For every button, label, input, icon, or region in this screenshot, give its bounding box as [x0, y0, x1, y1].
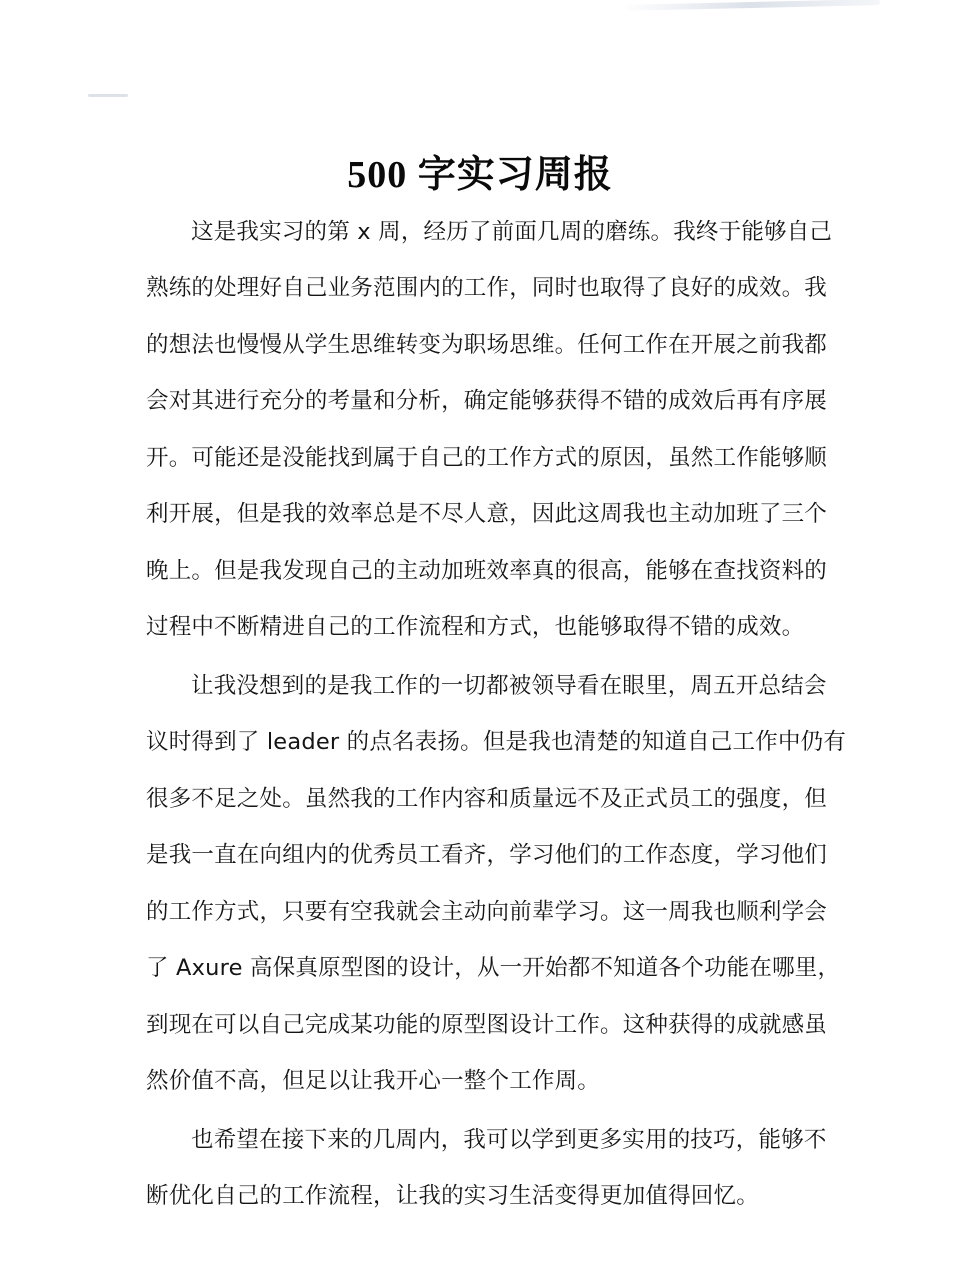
document-title: 500 字实习周报: [347, 154, 613, 196]
paragraph-line: 利开展，但是我的效率总是不尽人意，因此这周我也主动加班了三个: [146, 501, 828, 527]
paragraph-line: 这是我实习的第 x 周，经历了前面几周的磨练。我终于能够自己: [191, 219, 833, 245]
paragraph-line: 断优化自己的工作流程，让我的实习生活变得更加值得回忆。: [146, 1183, 759, 1209]
paragraph-line: 也希望在接下来的几周内，我可以学到更多实用的技巧，能够不: [191, 1127, 827, 1153]
paragraph-line: 会对其进行充分的考量和分析，确定能够获得不错的成效后再有序展: [146, 388, 828, 414]
paragraph-line: 是我一直在向组内的优秀员工看齐，学习他们的工作态度，学习他们: [146, 842, 828, 868]
paragraph-line: 熟练的处理好自己业务范围内的工作，同时也取得了良好的成效。我: [146, 275, 828, 301]
paragraph-line: 的工作方式，只要有空我就会主动向前辈学习。这一周我也顺利学会: [146, 899, 828, 925]
paragraph-line: 开。可能还是没能找到属于自己的工作方式的原因，虽然工作能够顺: [146, 445, 828, 471]
paragraph-line: 晚上。但是我发现自己的主动加班效率真的很高，能够在查找资料的: [146, 558, 828, 584]
paragraph-line: 议时得到了 leader 的点名表扬。但是我也清楚的知道自己工作中仍有: [146, 729, 847, 755]
paragraph-line: 的想法也慢慢从学生思维转变为职场思维。任何工作在开展之前我都: [146, 332, 828, 358]
paragraph-line: 了 Axure 高保真原型图的设计，从一开始都不知道各个功能在哪里，: [146, 955, 841, 981]
scan-artifact-top: [620, 0, 880, 11]
paragraph-line: 让我没想到的是我工作的一切都被领导看在眼里，周五开总结会: [191, 673, 827, 699]
paragraph-line: 到现在可以自己完成某功能的原型图设计工作。这种获得的成就感虽: [146, 1012, 828, 1038]
paragraph-line: 很多不足之处。虽然我的工作内容和质量远不及正式员工的强度，但: [146, 786, 828, 812]
paragraph-line: 然价值不高，但足以让我开心一整个工作周。: [146, 1068, 601, 1094]
scan-artifact-left: [88, 94, 128, 97]
paragraph-line: 过程中不断精进自己的工作流程和方式，也能够取得不错的成效。: [146, 614, 805, 640]
